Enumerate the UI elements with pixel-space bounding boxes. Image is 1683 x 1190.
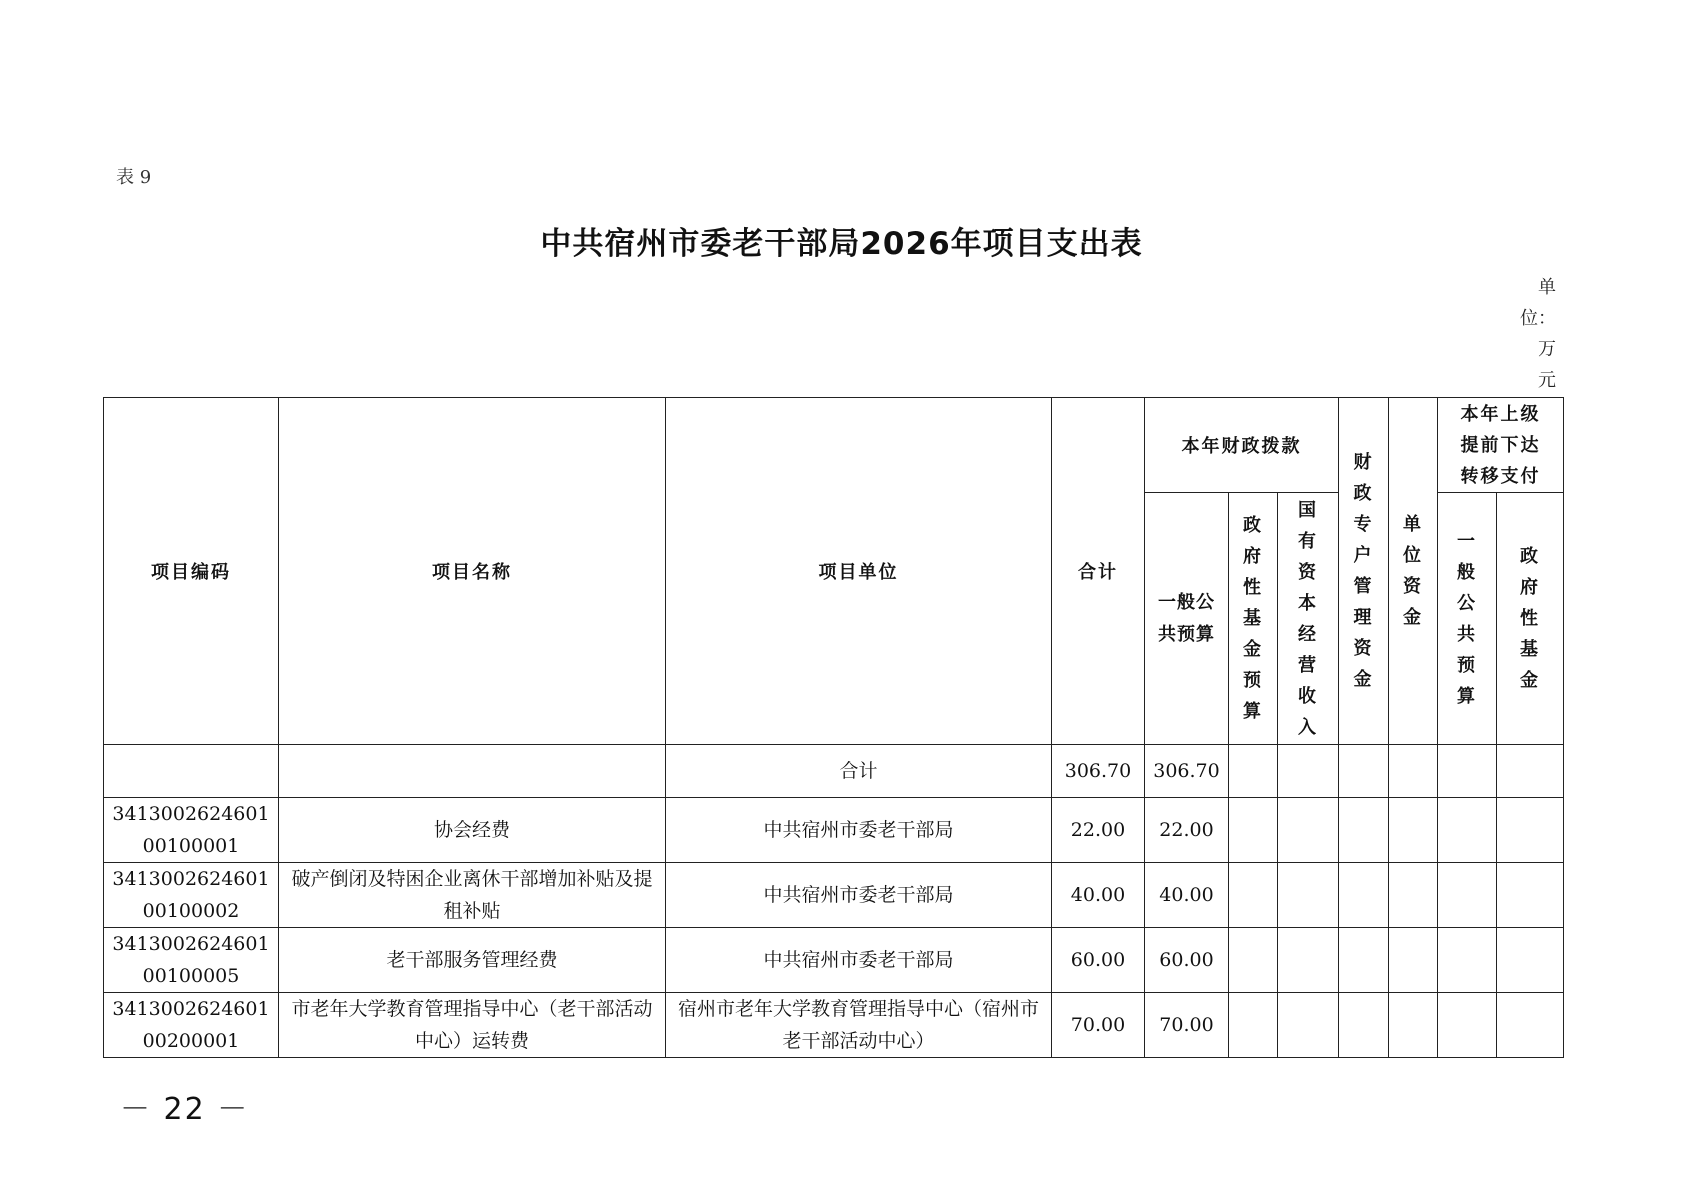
unit-note-line: 元: [1538, 370, 1556, 391]
unit-note-line: 万: [1538, 339, 1556, 360]
table-row: [104, 993, 1564, 1058]
row-code-text: 341300262460100100001: [112, 803, 270, 857]
project-expense-table: [103, 397, 1564, 1058]
row-total: 22.00: [1052, 798, 1145, 863]
header-total: 合计: [1052, 398, 1145, 745]
cell-empty: [1389, 993, 1438, 1058]
row-general-budget: 60.00: [1145, 928, 1229, 993]
row-name-text: 老干部服务管理经费: [386, 949, 558, 971]
cell-empty: [1339, 863, 1389, 928]
total-label: 合计: [666, 745, 1052, 798]
row-code-text: 341300262460100100002: [112, 868, 270, 922]
row-code: [104, 928, 279, 993]
cell-empty: [1339, 745, 1389, 798]
row-name: [279, 798, 666, 863]
row-unit-text: 中共宿州市委老干部局: [763, 819, 954, 841]
cell-empty: [1438, 928, 1497, 993]
header-transfer-general-text: 一般公共预算: [1457, 530, 1478, 707]
cell-empty: [1229, 745, 1278, 798]
row-name: [279, 863, 666, 928]
row-unit-text: 中共宿州市委老干部局: [763, 949, 954, 971]
cell-empty: [1278, 993, 1339, 1058]
header-unit-funds: [1389, 398, 1438, 745]
unit-note-line: 单: [1538, 277, 1556, 298]
unit-note: [1496, 272, 1556, 396]
header-gov-fund-budget-text: 政府性基金预算: [1243, 515, 1263, 722]
header-row-1: [104, 398, 1564, 493]
table-row: [104, 798, 1564, 863]
table-label: 表 9: [116, 167, 152, 188]
cell-empty: [1497, 798, 1564, 863]
header-name: 项目名称: [279, 398, 666, 745]
cell-empty: [1389, 928, 1438, 993]
row-general-budget: 70.00: [1145, 993, 1229, 1058]
row-code: [104, 993, 279, 1058]
cell-empty: [1278, 798, 1339, 863]
row-unit: [666, 798, 1052, 863]
cell-empty: [1497, 863, 1564, 928]
row-name: [279, 993, 666, 1058]
cell-empty: [1438, 993, 1497, 1058]
header-transfer-group-text: 本年上级提前下达转移支付: [1460, 403, 1541, 487]
cell-empty: [1438, 863, 1497, 928]
row-code-text: 341300262460100100005: [112, 933, 270, 987]
header-state-capital-income-text: 国有资本经营收入: [1298, 499, 1318, 738]
row-general-budget: 40.00: [1145, 863, 1229, 928]
row-unit-text: 宿州市老年大学教育管理指导中心（宿州市老干部活动中心）: [677, 998, 1039, 1052]
row-name-text: 协会经费: [433, 819, 510, 841]
cell-empty: [1278, 928, 1339, 993]
header-unit-funds-text: 单位资金: [1403, 514, 1424, 628]
header-special-account-text: 财政专户管理资金: [1353, 452, 1374, 690]
row-total: 60.00: [1052, 928, 1145, 993]
row-code-text: 341300262460100200001: [112, 998, 270, 1052]
row-general-budget: 22.00: [1145, 798, 1229, 863]
row-unit: [666, 863, 1052, 928]
row-unit: [666, 928, 1052, 993]
row-total: 40.00: [1052, 863, 1145, 928]
cell-empty: [1339, 928, 1389, 993]
cell-empty: [1339, 798, 1389, 863]
cell-empty: [1229, 993, 1278, 1058]
table-row: [104, 928, 1564, 993]
page-number: － 22 －: [120, 1092, 250, 1127]
header-state-capital-income: [1278, 493, 1339, 745]
cell-empty: [1339, 993, 1389, 1058]
header-fiscal-group: 本年财政拨款: [1145, 398, 1339, 493]
cell-empty: [1497, 928, 1564, 993]
header-transfer-general: [1438, 493, 1497, 745]
cell-empty: [104, 745, 279, 798]
cell-empty: [1389, 798, 1438, 863]
cell-empty: [1389, 745, 1438, 798]
header-general-budget: [1145, 493, 1229, 745]
cell-empty: [1229, 928, 1278, 993]
page-title: 中共宿州市委老干部局2026年项目支出表: [540, 226, 1143, 262]
row-code: [104, 798, 279, 863]
row-name-text: 破产倒闭及特困企业离休干部增加补贴及提租补贴: [291, 868, 653, 922]
row-name-text: 市老年大学教育管理指导中心（老干部活动中心）运转费: [291, 998, 653, 1052]
row-unit-text: 中共宿州市委老干部局: [763, 884, 954, 906]
cell-empty: [1389, 863, 1438, 928]
cell-empty: [1278, 863, 1339, 928]
cell-empty: [1438, 798, 1497, 863]
cell-empty: [1438, 745, 1497, 798]
header-code: 项目编码: [104, 398, 279, 745]
cell-empty: [1497, 745, 1564, 798]
header-transfer-gov-fund: [1497, 493, 1564, 745]
header-transfer-group: [1438, 398, 1564, 493]
total-value: 306.70: [1052, 745, 1145, 798]
table-row: [104, 863, 1564, 928]
cell-empty: [279, 745, 666, 798]
header-gov-fund-budget: [1229, 493, 1278, 745]
row-code: [104, 863, 279, 928]
row-total: 70.00: [1052, 993, 1145, 1058]
header-transfer-gov-fund-text: 政府性基金: [1520, 546, 1541, 691]
cell-empty: [1229, 863, 1278, 928]
row-name: [279, 928, 666, 993]
cell-empty: [1229, 798, 1278, 863]
cell-empty: [1497, 993, 1564, 1058]
total-row: [104, 745, 1564, 798]
header-special-account: [1339, 398, 1389, 745]
header-general-budget-text: 一般公共预算: [1158, 591, 1215, 645]
header-unit: 项目单位: [666, 398, 1052, 745]
unit-note-line: 位：: [1520, 308, 1556, 329]
total-general-budget: 306.70: [1145, 745, 1229, 798]
row-unit: [666, 993, 1052, 1058]
cell-empty: [1278, 745, 1339, 798]
